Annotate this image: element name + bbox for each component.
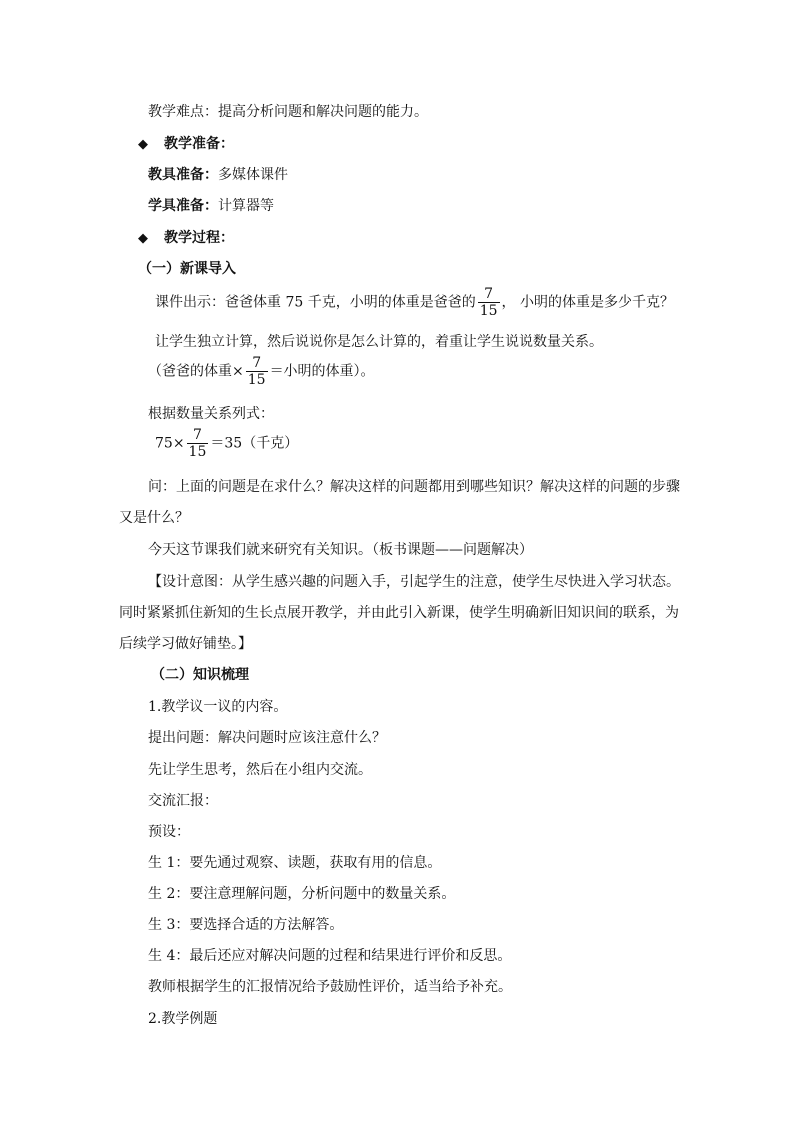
fraction (478, 286, 500, 319)
problem-text-a: 课件出示：爸爸体重 75 千克，小明的体重是爸爸的 (155, 294, 476, 311)
line-design-1: 【设计意图：从学生感兴趣的问题入手，引起学生的注意，使学生尽快进入学习状态。 (148, 574, 680, 590)
section-heading-intro: （一）新课导入 (138, 261, 236, 277)
heading-process (138, 229, 234, 248)
fraction (246, 355, 268, 388)
fraction-denominator: 15 (247, 372, 266, 388)
line-student-4: 生 4：最后还应对解决问题的过程和结果进行评价和反思。 (148, 948, 512, 964)
fraction-denominator: 15 (479, 303, 498, 319)
diamond-bullet-icon: ◆ (138, 137, 148, 152)
line-courseware-problem (155, 286, 674, 319)
heading-preparation (138, 135, 234, 154)
learning-tools-label: 学具准备： (148, 198, 218, 214)
line-exchange-report: 交流汇报： (148, 793, 218, 809)
line-raise-question: 提出问题：解决问题时应该注意什么？ (148, 730, 386, 746)
line-relationship (148, 355, 375, 388)
line-design-3: 后续学习做好铺垫。】 (119, 636, 252, 652)
fraction-numerator: 7 (252, 355, 262, 371)
line-student-3: 生 3：要选择合适的方法解答。 (148, 917, 344, 933)
formula-text-a: 75× (155, 435, 185, 452)
line-item-1: 1.教学议一议的内容。 (148, 699, 288, 715)
line-student-2: 生 2：要注意理解问题，分析问题中的数量关系。 (148, 886, 456, 902)
fraction-denominator: 15 (188, 444, 207, 460)
fraction (187, 427, 209, 460)
teaching-tools-label: 教具准备： (148, 167, 218, 183)
teaching-tools-text: 多媒体课件 (218, 167, 288, 183)
formula-text-b: ＝35（千克） (210, 435, 299, 452)
line-learning-tools (148, 197, 274, 215)
line-question-2: 又是什么？ (119, 510, 189, 526)
preparation-label: 教学准备： (164, 136, 234, 152)
fraction-numerator: 7 (193, 427, 202, 443)
line-design-2: 同时紧紧抓住新知的生长点展开教学，并由此引入新课，使学生明确新旧知识间的联系，为 (119, 605, 679, 621)
line-formula (155, 427, 298, 460)
line-difficulty: 教学难点：提高分析问题和解决问题的能力。 (148, 104, 428, 120)
learning-tools-text: 计算器等 (218, 198, 274, 214)
line-independent-calc: 让学生独立计算，然后说说你是怎么计算的，着重让学生说说数量关系。 (155, 334, 603, 350)
fraction-numerator: 7 (484, 286, 494, 302)
relationship-text-b: ＝小明的体重）。 (269, 363, 375, 380)
diamond-bullet-icon: ◆ (138, 231, 148, 246)
line-preset: 预设： (148, 824, 190, 840)
line-teacher-eval: 教师根据学生的汇报情况给予鼓励性评价，适当给予补充。 (148, 979, 512, 995)
section-heading-knowledge: （二）知识梳理 (151, 667, 249, 683)
line-question-1: 问：上面的问题是在求什么？解决这样的问题都用到哪些知识？解决这样的问题的步骤 (148, 479, 680, 495)
process-label: 教学过程： (164, 230, 234, 246)
line-item-2: 2.教学例题 (148, 1011, 218, 1027)
line-today: 今天这节课我们就来研究有关知识。（板书课题——问题解决） (148, 542, 533, 558)
line-think-first: 先让学生思考，然后在小组内交流。 (148, 762, 372, 778)
line-teaching-tools (148, 166, 288, 184)
relationship-text-a: （爸爸的体重× (148, 363, 244, 380)
line-student-1: 生 1：要先通过观察、读题，获取有用的信息。 (148, 855, 442, 871)
problem-text-b: ， 小明的体重是多少千克？ (501, 294, 674, 311)
line-formula-intro: 根据数量关系列式： (148, 406, 274, 422)
